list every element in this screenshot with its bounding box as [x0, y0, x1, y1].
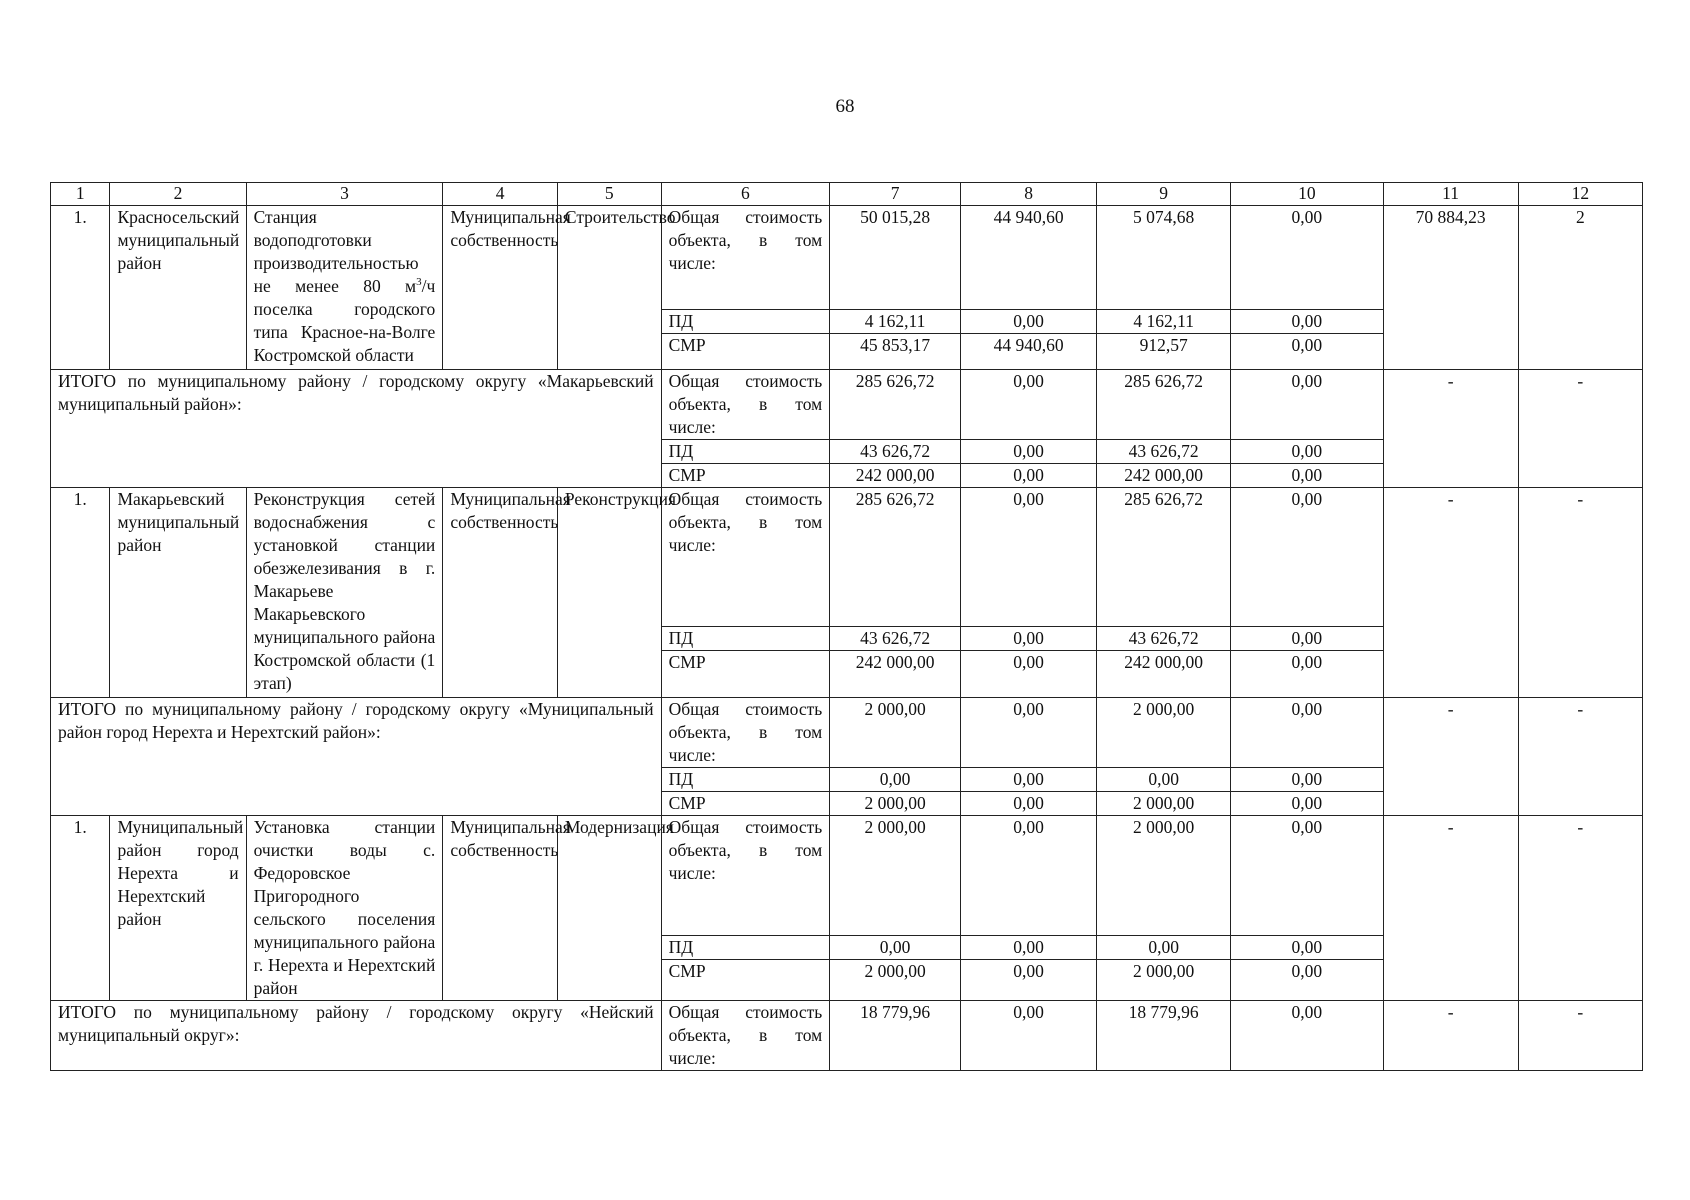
- value-cell: 2 000,00: [1097, 816, 1231, 936]
- page-number: 68: [835, 96, 855, 117]
- col11-cell: -: [1383, 370, 1518, 488]
- total-row: [51, 1001, 1643, 1071]
- total-row-label: ИТОГО по муниципальному району / городскому округу «Макарьевский муниципальный район»:: [51, 370, 662, 488]
- district-cell: Красносельский муниципальный район: [110, 206, 246, 370]
- smr-label: СМР: [661, 464, 830, 488]
- pd-label: ПД: [661, 440, 830, 464]
- value-cell: 0,00: [960, 310, 1096, 334]
- smr-label: СМР: [661, 959, 830, 1000]
- object-cell: Станция водоподготовки производительностью не менее 80 $м^3/ч$ поселка городского типа Красное-на-Волге Костромской области: [246, 206, 443, 370]
- value-cell: 0,00: [1097, 935, 1231, 959]
- value-cell: 43 626,72: [830, 626, 961, 650]
- col11-cell: -: [1383, 816, 1518, 1001]
- value-cell: 0,00: [960, 440, 1096, 464]
- total-row: [51, 370, 1643, 440]
- pd-label: ПД: [661, 935, 830, 959]
- value-cell: 0,00: [960, 650, 1096, 698]
- value-cell: 242 000,00: [1097, 650, 1231, 698]
- ownership-cell: Муниципальная собственность: [443, 488, 558, 698]
- value-cell: 18 779,96: [1097, 1001, 1231, 1071]
- value-cell: 242 000,00: [1097, 464, 1231, 488]
- work-type-cell: Модернизация: [557, 816, 661, 1001]
- value-cell: 285 626,72: [1097, 370, 1231, 440]
- work-type-cell: Реконструкция: [557, 488, 661, 698]
- value-cell: 0,00: [960, 464, 1096, 488]
- table-row: [51, 816, 1643, 936]
- smr-label: СМР: [661, 334, 830, 370]
- pd-label: ПД: [661, 310, 830, 334]
- total-cost-label: Общая стоимость объекта, в том числе:: [661, 698, 830, 768]
- value-cell: 0,00: [1097, 768, 1231, 792]
- value-cell: 912,57: [1097, 334, 1231, 370]
- value-cell: 50 015,28: [830, 206, 961, 310]
- col12-cell: -: [1518, 1001, 1642, 1071]
- value-cell: 0,00: [1231, 488, 1383, 627]
- value-cell: 5 074,68: [1097, 206, 1231, 310]
- value-cell: 0,00: [1231, 650, 1383, 698]
- total-row-label: ИТОГО по муниципальному району / городскому округу «Нейский муниципальный округ»:: [51, 1001, 662, 1071]
- value-cell: 0,00: [1231, 206, 1383, 310]
- pd-label: ПД: [661, 768, 830, 792]
- value-cell: 44 940,60: [960, 206, 1096, 310]
- col11-cell: -: [1383, 488, 1518, 698]
- value-cell: 0,00: [960, 792, 1096, 816]
- value-cell: 2 000,00: [830, 792, 961, 816]
- value-cell: 0,00: [1231, 464, 1383, 488]
- value-cell: 2 000,00: [830, 698, 961, 768]
- col12-cell: -: [1518, 698, 1642, 816]
- value-cell: 285 626,72: [1097, 488, 1231, 627]
- value-cell: 43 626,72: [1097, 626, 1231, 650]
- value-cell: 2 000,00: [1097, 792, 1231, 816]
- column-number: 9: [1097, 183, 1231, 206]
- value-cell: 0,00: [1231, 310, 1383, 334]
- column-number: 2: [110, 183, 246, 206]
- value-cell: 0,00: [1231, 334, 1383, 370]
- ownership-cell: Муниципальная собственность: [443, 816, 558, 1001]
- object-cell: Установка станции очистки воды с. Федоровское Пригородного сельского поселения муниципального района г. Нерехта и Нерехтский район: [246, 816, 443, 1001]
- value-cell: 242 000,00: [830, 650, 961, 698]
- value-cell: 0,00: [960, 626, 1096, 650]
- col12-cell: 2: [1518, 206, 1642, 370]
- row-number: 1.: [51, 816, 110, 1001]
- column-number: 6: [661, 183, 830, 206]
- value-cell: 0,00: [1231, 698, 1383, 768]
- table-row: [51, 488, 1643, 627]
- value-cell: 43 626,72: [830, 440, 961, 464]
- col11-cell: -: [1383, 698, 1518, 816]
- value-cell: 0,00: [960, 1001, 1096, 1071]
- total-cost-label: Общая стоимость объекта, в том числе:: [661, 1001, 830, 1071]
- value-cell: 0,00: [960, 816, 1096, 936]
- col11-cell: 70 884,23: [1383, 206, 1518, 370]
- table-row: [51, 206, 1643, 310]
- value-cell: 0,00: [1231, 959, 1383, 1000]
- column-number: 4: [443, 183, 558, 206]
- value-cell: 44 940,60: [960, 334, 1096, 370]
- value-cell: 0,00: [830, 935, 961, 959]
- pd-label: ПД: [661, 626, 830, 650]
- value-cell: 0,00: [1231, 440, 1383, 464]
- smr-label: СМР: [661, 650, 830, 698]
- total-cost-label: Общая стоимость объекта, в том числе:: [661, 816, 830, 936]
- value-cell: 2 000,00: [1097, 698, 1231, 768]
- col11-cell: -: [1383, 1001, 1518, 1071]
- district-cell: Макарьевский муниципальный район: [110, 488, 246, 698]
- total-cost-label: Общая стоимость объекта, в том числе:: [661, 370, 830, 440]
- value-cell: 2 000,00: [1097, 959, 1231, 1000]
- value-cell: 0,00: [1231, 816, 1383, 936]
- investment-table: [50, 182, 1643, 1071]
- col12-cell: -: [1518, 488, 1642, 698]
- value-cell: 43 626,72: [1097, 440, 1231, 464]
- value-cell: 0,00: [960, 488, 1096, 627]
- value-cell: 0,00: [960, 959, 1096, 1000]
- value-cell: 0,00: [1231, 370, 1383, 440]
- value-cell: 0,00: [1231, 768, 1383, 792]
- total-cost-label: Общая стоимость объекта, в том числе:: [661, 488, 830, 627]
- smr-label: СМР: [661, 792, 830, 816]
- value-cell: 4 162,11: [830, 310, 961, 334]
- total-row-label: ИТОГО по муниципальному району / городскому округу «Муниципальный район город Нерехта и Нерехтский район»:: [51, 698, 662, 816]
- column-number: 12: [1518, 183, 1642, 206]
- value-cell: 0,00: [1231, 1001, 1383, 1071]
- column-number: 7: [830, 183, 961, 206]
- column-number: 10: [1231, 183, 1383, 206]
- value-cell: 285 626,72: [830, 488, 961, 627]
- value-cell: 2 000,00: [830, 959, 961, 1000]
- ownership-cell: Муниципальная собственность: [443, 206, 558, 370]
- value-cell: 0,00: [830, 768, 961, 792]
- value-cell: 242 000,00: [830, 464, 961, 488]
- district-cell: Муниципальный район город Нерехта и Нерехтский район: [110, 816, 246, 1001]
- col12-cell: -: [1518, 370, 1642, 488]
- total-row: [51, 698, 1643, 768]
- row-number: 1.: [51, 488, 110, 698]
- value-cell: 0,00: [960, 935, 1096, 959]
- value-cell: 0,00: [1231, 626, 1383, 650]
- column-number: 5: [557, 183, 661, 206]
- work-type-cell: Строительство: [557, 206, 661, 370]
- value-cell: 4 162,11: [1097, 310, 1231, 334]
- value-cell: 2 000,00: [830, 816, 961, 936]
- total-cost-label: Общая стоимость объекта, в том числе:: [661, 206, 830, 310]
- value-cell: 0,00: [1231, 935, 1383, 959]
- value-cell: 0,00: [960, 370, 1096, 440]
- value-cell: 18 779,96: [830, 1001, 961, 1071]
- value-cell: 0,00: [960, 698, 1096, 768]
- value-cell: 0,00: [960, 768, 1096, 792]
- value-cell: 45 853,17: [830, 334, 961, 370]
- object-cell: Реконструкция сетей водоснабжения с установкой станции обезжелезивания в г. Макарьеве Макарьевского муниципального района Костромской области (1 этап): [246, 488, 443, 698]
- column-number: 3: [246, 183, 443, 206]
- value-cell: 285 626,72: [830, 370, 961, 440]
- value-cell: 0,00: [1231, 792, 1383, 816]
- col12-cell: -: [1518, 816, 1642, 1001]
- column-number: 1: [51, 183, 110, 206]
- column-number: 8: [960, 183, 1096, 206]
- row-number: 1.: [51, 206, 110, 370]
- column-number-row: [51, 183, 1643, 206]
- column-number: 11: [1383, 183, 1518, 206]
